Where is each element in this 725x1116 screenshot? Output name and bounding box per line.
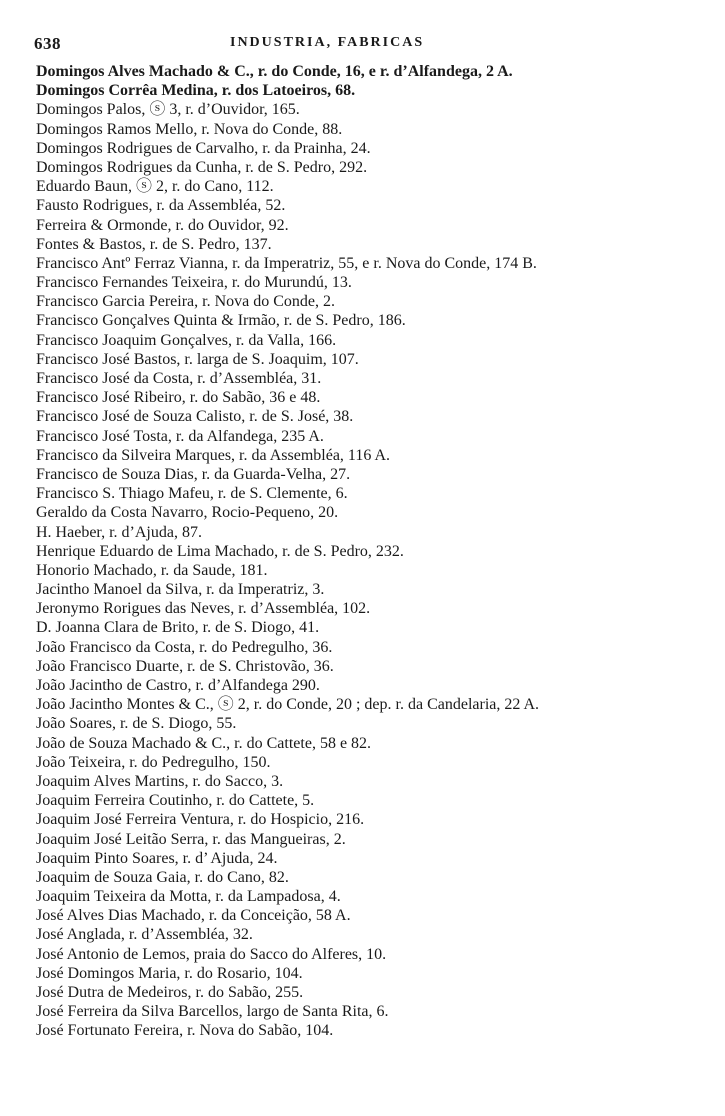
directory-entry: Francisco S. Thiago Mafeu, r. de S. Clemente, 6. (36, 485, 348, 503)
directory-entry: Francisco de Souza Dias, r. da Guarda-Velha, 27. (36, 465, 351, 483)
directory-entry: José Anglada, r. d’Assembléa, 32. (36, 926, 253, 944)
directory-entry: Eduardo Baun, ⓢ 2, r. do Cano, 112. (36, 178, 274, 196)
directory-entry: Francisco José Bastos, r. larga de S. Joaquim, 107. (36, 350, 359, 368)
directory-entry: João Francisco Duarte, r. de S. Christovão, 36. (36, 657, 334, 675)
directory-entry: H. Haeber, r. d’Ajuda, 87. (36, 523, 202, 541)
directory-entry: Honorio Machado, r. da Saude, 181. (36, 561, 268, 579)
directory-entry: Francisco da Silveira Marques, r. da Assembléa, 116 A. (36, 446, 390, 464)
page-number: 638 (34, 34, 61, 53)
directory-entry: Joaquim de Souza Gaia, r. do Cano, 82. (36, 868, 289, 886)
page-header (34, 34, 694, 52)
directory-entry: Francisco Gonçalves Quinta & Irmão, r. de S. Pedro, 186. (36, 312, 406, 330)
directory-entry: Domingos Ramos Mello, r. Nova do Conde, 88. (36, 120, 343, 138)
directory-entry: Joaquim Ferreira Coutinho, r. do Cattete, 5. (36, 792, 315, 810)
directory-entry: José Dutra de Medeiros, r. do Sabão, 255. (36, 984, 304, 1001)
directory-entry: Domingos Palos, ⓢ 3, r. d’Ouvidor, 165. (36, 101, 300, 119)
directory-entry: Joaquim Pinto Soares, r. d’ Ajuda, 24. (36, 849, 278, 867)
directory-entry: João Francisco da Costa, r. do Pedregulho, 36. (36, 638, 333, 656)
directory-entry: João de Souza Machado & C., r. do Cattete, 58 e 82. (36, 734, 372, 752)
directory-entry: Joaquim José Ferreira Ventura, r. do Hospicio, 216. (36, 811, 365, 829)
directory-entry: João Teixeira, r. do Pedregulho, 150. (36, 753, 271, 771)
directory-entry: Joaquim Alves Martins, r. do Sacco, 3. (36, 772, 284, 790)
directory-entry: Francisco José Ribeiro, r. do Sabão, 36 e 48. (36, 389, 321, 407)
directory-entry: Francisco Garcia Pereira, r. Nova do Conde, 2. (36, 293, 336, 311)
directory-entry: Francisco Antº Ferraz Vianna, r. da Imperatriz, 55, e r. Nova do Conde, 174 B. (36, 254, 537, 272)
entry-list (36, 62, 706, 1041)
directory-entry: João Jacintho Montes & C., ⓢ 2, r. do Conde, 20 ; dep. r. da Candelaria, 22 A. (36, 696, 540, 714)
directory-entry: José Alves Dias Machado, r. da Conceição, 58 A. (36, 907, 351, 925)
directory-entry: Geraldo da Costa Navarro, Rocio-Pequeno, 20. (36, 504, 339, 522)
directory-entry: José Ferreira da Silva Barcellos, largo de Santa Rita, 6. (36, 1003, 389, 1021)
directory-entry: Domingos Rodrigues de Carvalho, r. da Prainha, 24. (36, 139, 371, 157)
directory-entry: Francisco José Tosta, r. da Alfandega, 235 A. (36, 427, 324, 445)
running-title: INDUSTRIA, FABRICAS (230, 35, 425, 50)
directory-entry: João Soares, r. de S. Diogo, 55. (36, 715, 237, 733)
directory-entry: Jacintho Manoel da Silva, r. da Imperatriz, 3. (36, 581, 325, 599)
directory-entry: Domingos Alves Machado & C., r. do Conde, 16, e r. d’Alfandega, 2 A. (36, 63, 513, 80)
directory-entry: Francisco Joaquim Gonçalves, r. da Valla, 166. (36, 331, 337, 349)
directory-entry: Fausto Rodrigues, r. da Assembléa, 52. (36, 197, 286, 215)
directory-entry: João Jacintho de Castro, r. d’Alfandega 290. (36, 677, 320, 694)
directory-entry: José Antonio de Lemos, praia do Sacco do Alferes, 10. (36, 945, 387, 963)
directory-entry: Fontes & Bastos, r. de S. Pedro, 137. (36, 235, 272, 253)
directory-entry: José Fortunato Fereira, r. Nova do Sabão, 104. (36, 1022, 334, 1040)
directory-entry: Jeronymo Rorigues das Neves, r. d’Assembléa, 102. (36, 600, 371, 618)
directory-entry: Henrique Eduardo de Lima Machado, r. de S. Pedro, 232. (36, 542, 404, 560)
directory-entry: D. Joanna Clara de Brito, r. de S. Diogo, 41. (36, 619, 320, 637)
directory-entry: Joaquim Teixeira da Motta, r. da Lampadosa, 4. (36, 888, 341, 906)
directory-entry: Francisco Fernandes Teixeira, r. do Murundú, 13. (36, 274, 352, 292)
directory-entry: José Domingos Maria, r. do Rosario, 104. (36, 964, 303, 982)
directory-entry: Domingos Rodrigues da Cunha, r. de S. Pedro, 292. (36, 158, 368, 176)
directory-entry: Joaquim José Leitão Serra, r. das Mangueiras, 2. (36, 830, 346, 848)
directory-entry: Domingos Corrêa Medina, r. dos Latoeiros, 68. (36, 82, 356, 100)
directory-entry: Francisco José de Souza Calisto, r. de S. José, 38. (36, 408, 354, 426)
directory-entry: Francisco José da Costa, r. d’Assembléa, 31. (36, 370, 322, 387)
directory-entry: Ferreira & Ormonde, r. do Ouvidor, 92. (36, 216, 289, 234)
